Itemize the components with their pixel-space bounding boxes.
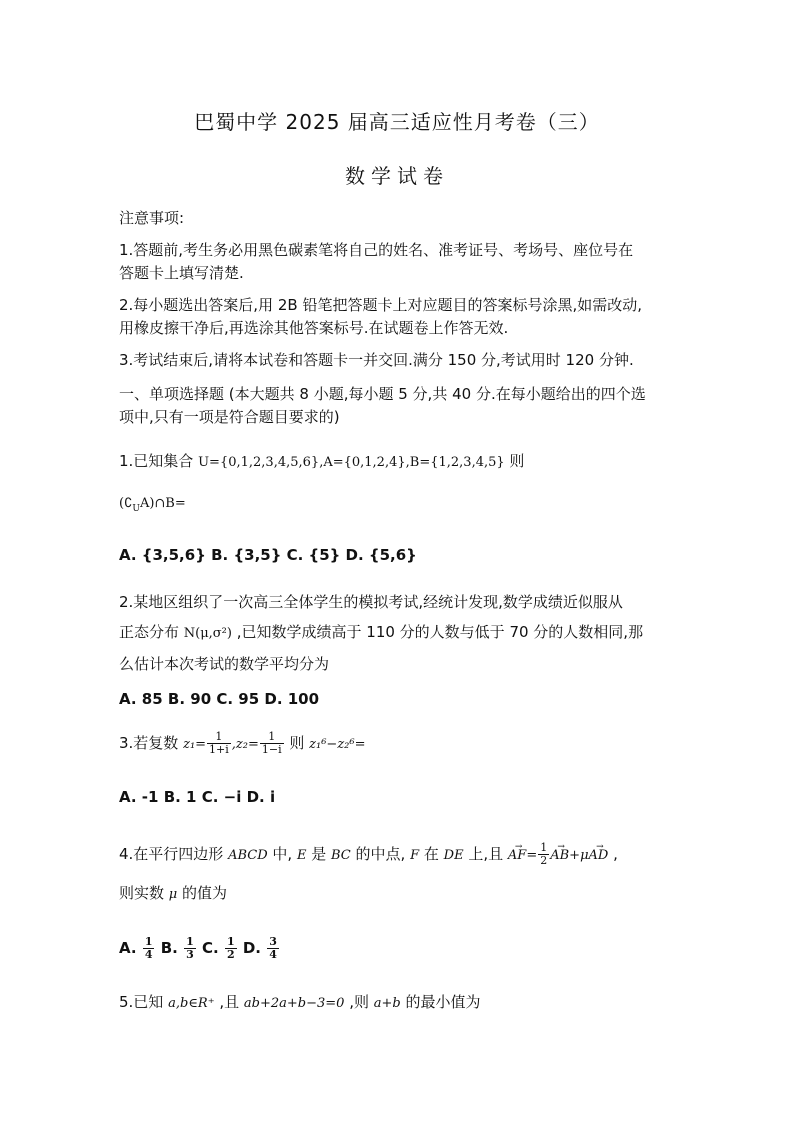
exam-title: 巴蜀中学 2025 届高三适应性月考卷（三） (194, 110, 600, 134)
question-3-stem (119, 731, 366, 756)
q1-set-u: U={0,1,2,3,4,5,6} (198, 455, 320, 470)
note-1-line2: 答题卡上填写清楚. (119, 264, 244, 282)
q2-line2-b: ,已知数学成绩高于 110 分的人数与低于 70 分的人数相同,那 (231, 623, 644, 641)
q3-z1: z₁= (183, 737, 207, 752)
q4-abcd: ABCD (228, 848, 268, 863)
q3-z2: ,z₂= (231, 737, 259, 752)
question-1-stem: 1.已知集合 U={0,1,2,3,4,5,6},A={0,1,2,4},B={1,2,3,4,5} 则 (119, 452, 525, 470)
q3-fraction-1: $\frac{1}{1+i}$ (209, 730, 229, 756)
question-3-options: A. -1 B. 1 C. −i D. i (119, 788, 276, 806)
q4-option-a: $\frac{1}{4}$ (144, 935, 153, 961)
note-2-line1: 2.每小题选出答案后,用 2B 铅笔把答题卡上对应题目的答案标号涂黑,如需改动, (119, 296, 642, 314)
q3-suffix: 则 (284, 734, 310, 752)
q2-line2-a: 正态分布 (119, 623, 184, 641)
note-1-line1: 1.答题前,考生务必用黑色碳素笔将自己的姓名、准考证号、考场号、座位号在 (119, 241, 634, 259)
note-2-line2: 用橡皮擦干净后,再选涂其他答案标号.在试题卷上作答无效. (119, 319, 509, 337)
q1-suffix: 则 (504, 452, 525, 470)
q5-condition: a,b∈R⁺ (168, 996, 215, 1011)
q4-option-b: $\frac{1}{3}$ (186, 935, 194, 961)
q5-equation: ab+2a+b−3=0 (243, 996, 345, 1011)
q1-set-b: B={1,2,3,4,5} (409, 455, 505, 470)
q4-option-d: $\frac{3}{4}$ (269, 935, 277, 961)
q3-expression: z₁⁶−z₂⁶= (309, 737, 366, 752)
q4-vector-ad: AD → (589, 846, 609, 866)
q1-expr-sub: U (132, 504, 140, 514)
question-4-line2: 则实数 μ 的值为 (119, 884, 228, 902)
question-5-stem: 5.已知 a,b∈R⁺ ,且 ab+2a+b−3=0 ,则 a+b 的最小值为 (119, 993, 481, 1011)
question-4-options: A. $\frac{1}{4}$ B. $\frac{1}{3}$ C. $\frac{1}{2}$ D. $\frac{3}{4}$ (119, 935, 277, 961)
question-2-line2 (119, 622, 643, 644)
section-heading-line2: 项中,只有一项是符合题目要求的) (119, 408, 340, 426)
q4-vector-af: AF → (508, 846, 526, 866)
question-2-line3: 么估计本次考试的数学平均分为 (119, 655, 330, 673)
question-1-options: A. {3,5,6} B. {3,5} C. {5} D. {5,6} (119, 546, 417, 564)
question-1-expression (119, 492, 186, 519)
q2-normal-dist: N(μ,σ²) (183, 626, 232, 641)
exam-subject: 数学试卷 (345, 164, 449, 188)
q4-fraction-half: $\frac{1}{2}$ (540, 841, 548, 867)
q5-expression: a+b (373, 996, 401, 1011)
q4-vector-ab: AB → (550, 846, 569, 866)
q1-set-a: A={0,1,2,4} (323, 455, 406, 470)
question-2-line1: 2.某地区组织了一次高三全体学生的模拟考试,经统计发现,数学成绩近似服从 (119, 593, 623, 611)
q3-prefix: 3.若复数 (119, 734, 184, 752)
q1-expr: (∁ (119, 496, 133, 511)
note-3: 3.考试结束后,请将本试卷和答题卡一并交回.满分 150 分,考试用时 120 分钟. (119, 351, 634, 369)
notes-heading: 注意事项: (119, 209, 185, 227)
q1-prefix: 1.已知集合 (119, 452, 199, 470)
question-4-stem: 4.在平行四边形 ABCD 中, E 是 BC 的中点, F 在 DE 上,且 AF →= $\frac{1}{2}$ AB →+μAD → , (119, 842, 618, 867)
q3-fraction-2: $\frac{1}{1-i}$ (261, 730, 282, 756)
question-2-options: A. 85 B. 90 C. 95 D. 100 (119, 690, 320, 708)
section-heading-line1: 一、单项选择题 (本大题共 8 小题,每小题 5 分,共 40 分.在每小题给出的四个选 (119, 385, 646, 403)
q1-expr-rest: A)∩B= (139, 496, 186, 511)
q4-option-c: $\frac{1}{2}$ (226, 935, 235, 961)
